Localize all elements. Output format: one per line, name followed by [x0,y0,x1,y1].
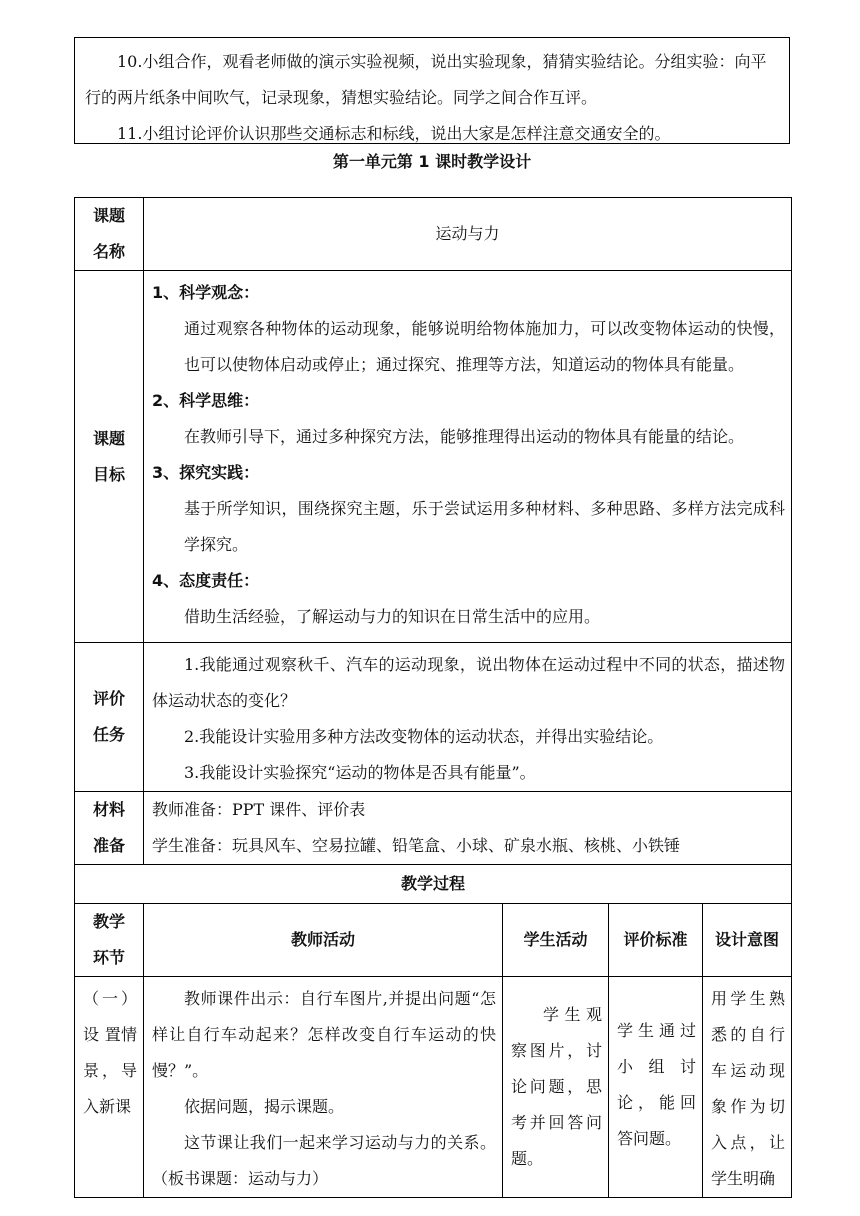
teacher-step: 这节课让我们一起来学习运动与力的关系。（板书课题：运动与力） [152,1133,496,1188]
goal-heading: 3、探究实践： [152,463,260,482]
stage-header: 教学 环节 [75,904,144,977]
lesson-design-table [74,197,792,1198]
materials-label: 材料 准备 [75,792,144,865]
process-title-row [75,865,792,904]
goal-text: 在教师引导下，通过多种探究方法，能够推理得出运动的物体具有能量的结论。 [184,427,745,446]
teacher-activity-cell [144,977,503,1198]
goals-content [144,271,792,643]
topic-label: 课题 名称 [75,198,144,271]
goals-row [75,271,792,643]
eval-criteria-header: 评价标准 [609,904,703,977]
activity-10: 10.小组合作，观看老师做的演示实验视频，说出实验现象，猜猜实验结论。分组实验：向平行的两片纸条中间吹气，记录现象，猜想实验结论。同学之间合作互评。 [85,52,767,107]
goal-heading: 4、态度责任： [152,571,260,590]
goal-text: 通过观察各种物体的运动现象，能够说明给物体施加力，可以改变物体运动的快慢，也可以使物体启动或停止；通过探究、推理等方法，知道运动的物体具有能量。 [184,319,786,374]
tasks-label: 评价 任务 [75,643,144,792]
task-item: 1.我能通过观察秋千、汽车的运动现象，说出物体在运动过程中不同的状态，描述物体运动状态的变化？ [152,655,786,710]
tasks-row [75,643,792,792]
section-title: 第一单元第 1 课时教学设计 [332,152,532,171]
student-materials: 学生准备：玩具风车、空易拉罐、铅笔盒、小球、矿泉水瓶、核桃、小铁锤 [152,836,681,855]
topic-row [75,198,792,271]
materials-content [144,792,792,865]
process-title: 教学过程 [75,865,792,904]
tasks-content [144,643,792,792]
goal-text: 基于所学知识，围绕探究主题，乐于尝试运用多种材料、多种思路、多样方法完成科学探究。 [184,499,786,554]
stage-cell: （一）设 置情景，导 入新课 [75,977,144,1198]
teacher-activity-header: 教师活动 [144,904,503,977]
teacher-step: 依据问题，揭示课题。 [184,1097,345,1116]
student-activity-text: 学生观察图片，讨论问题，思考并回答问题。 [511,1005,602,1168]
task-item: 2.我能设计实验用多种方法改变物体的运动状态，并得出实验结论。 [184,727,664,746]
continuation-box [74,37,790,144]
process-header-row [75,904,792,977]
process-row [75,977,792,1198]
goals-label: 课题 目标 [75,271,144,643]
eval-criteria-cell: 学生通过小组讨论，能回答问题。 [609,977,703,1198]
teacher-step: 教师课件出示：自行车图片,并提出问题“怎样让自行车动起来？怎样改变自行车运动的快慢？”。 [152,989,496,1080]
task-item: 3.我能设计实验探究“运动的物体是否具有能量”。 [184,763,536,782]
goal-text: 借助生活经验，了解运动与力的知识在日常生活中的应用。 [184,607,601,626]
activity-11: 11.小组讨论评价认识那些交通标志和标线，说出大家是怎样注意交通安全的。 [117,124,671,143]
student-activity-cell [503,977,609,1198]
topic-value: 运动与力 [144,198,792,271]
design-intent-cell: 用学生熟悉的自行车运动现象作为切入点，让学生明确 [703,977,792,1198]
goal-heading: 2、科学思维： [152,391,260,410]
student-activity-header: 学生活动 [503,904,609,977]
teacher-materials: 教师准备：PPT 课件、评价表 [152,800,366,819]
goal-heading: 1、科学观念： [152,283,260,302]
materials-row [75,792,792,865]
design-intent-header: 设计意图 [703,904,792,977]
